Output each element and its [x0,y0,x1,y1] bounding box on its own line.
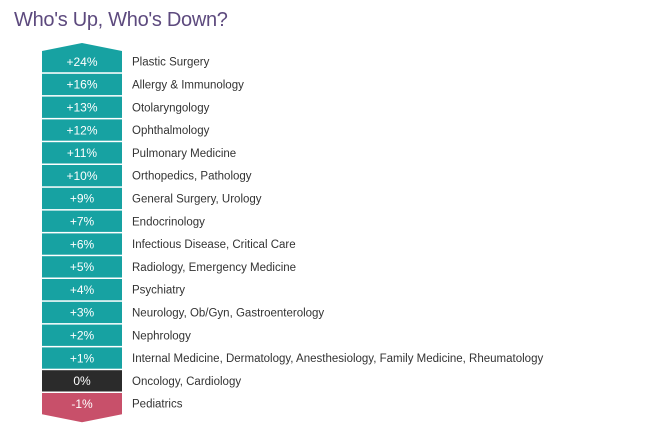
data-label: +11% [66,146,98,161]
data-label: +24% [66,54,98,69]
category-label: Endocrinology [132,216,205,229]
data-label: +3% [69,305,95,320]
data-label: +16% [66,77,98,92]
category-label: Neurology, Ob/Gyn, Gastroenterology [132,307,325,320]
data-label: +10% [66,168,98,183]
category-label: Ophthalmology [132,125,210,138]
data-label: +4% [69,282,95,297]
category-label: Oncology, Cardiology [132,375,242,388]
category-label: Nephrology [132,330,191,343]
chart-title: Who's Up, Who's Down? [14,9,228,31]
category-label: Allergy & Immunology [132,79,244,92]
category-label: Infectious Disease, Critical Care [132,239,296,252]
data-label: +13% [66,100,98,115]
data-label: +9% [69,191,95,206]
data-label: +2% [69,328,95,343]
category-label: Pulmonary Medicine [132,147,237,160]
data-label: +12% [66,123,98,138]
data-label: 0% [73,374,91,389]
data-label: -1% [71,396,93,411]
data-label: +6% [69,237,95,252]
category-label: Radiology, Emergency Medicine [132,261,297,274]
category-label: Pediatrics [132,398,183,411]
data-label: +1% [69,351,95,366]
data-label: +7% [69,214,95,229]
data-label: +5% [69,260,95,275]
category-label: Otolaryngology [132,102,210,115]
category-label: General Surgery, Urology [132,193,262,206]
category-label: Plastic Surgery [132,56,210,69]
category-label: Orthopedics, Pathology [132,170,252,183]
category-label: Internal Medicine, Dermatology, Anesthesiology, Family Medicine, Rheumatology [132,353,544,366]
category-label: Psychiatry [132,284,186,297]
